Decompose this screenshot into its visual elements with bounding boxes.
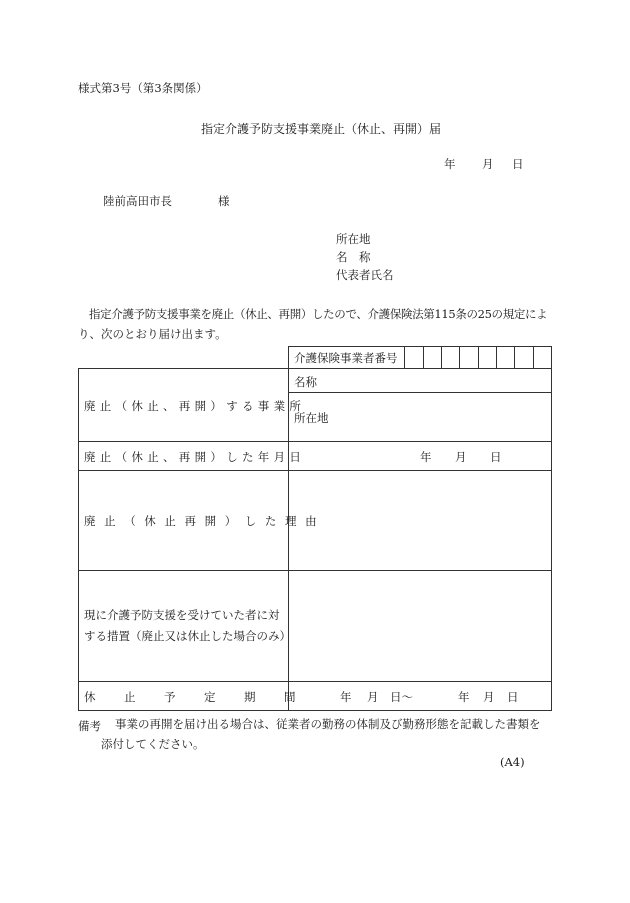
addressee-name: 陸前高田市長 <box>103 194 172 208</box>
suspension-end-day: 日 <box>507 690 519 704</box>
note-line-2: 添付してください。 <box>101 737 205 751</box>
date-value-month: 月 <box>455 450 467 464</box>
date-month: 月 <box>482 157 494 171</box>
office-address-label: 所在地 <box>294 411 329 425</box>
suspension-start-year: 年 <box>340 690 352 704</box>
date-label: 廃止（休止、再開）した年月日 <box>84 450 306 464</box>
suspension-end-year: 年 <box>458 690 470 704</box>
note-line-1: 事業の再開を届け出る場合は、従業者の勤務の体制及び勤務形態を記載した書類を <box>115 717 541 731</box>
reason-label: 廃止（休止再開）した理由 <box>84 514 326 528</box>
addressee-honorific: 様 <box>218 194 230 208</box>
applicant-address-label: 所在地 <box>336 232 371 246</box>
suspension-start-day: 日〜 <box>390 690 413 704</box>
office-name-label: 名称 <box>294 375 317 389</box>
paper-size: (A4) <box>500 755 525 769</box>
intro-paragraph <box>78 304 552 344</box>
measures-label-line-2: する措置（廃止又は休止した場合のみ） <box>84 629 291 643</box>
date-year: 年 <box>444 157 456 171</box>
suspension-label: 休止予定期間 <box>84 690 324 704</box>
office-label-text: 廃止（休止、再開）する事業所 <box>84 399 306 413</box>
suspension-start-month: 月 <box>367 690 379 704</box>
provider-number-label: 介護保険事業者番号 <box>294 351 398 365</box>
suspension-end-month: 月 <box>483 690 495 704</box>
measures-label-line-1: 現に介護予防支援を受けていた者に対 <box>84 608 280 622</box>
office-label <box>84 398 306 414</box>
applicant-name-label: 名 称 <box>336 250 371 264</box>
applicant-representative-label: 代表者氏名 <box>336 268 394 282</box>
page-title: 指定介護予防支援事業廃止（休止、再開）届 <box>201 122 442 136</box>
form-number: 様式第3号（第3条関係） <box>78 81 208 95</box>
intro-line-2: り、次のとおり届け出ます。 <box>78 327 227 341</box>
date-value-day: 日 <box>490 450 502 464</box>
date-value-year: 年 <box>420 450 432 464</box>
note-head: 備考 <box>78 719 101 733</box>
date-day: 日 <box>512 157 524 171</box>
intro-line-1: 指定介護予防支援事業を廃止（休止、再開）したので、介護保険法第115条の25の規定によ <box>89 307 548 321</box>
